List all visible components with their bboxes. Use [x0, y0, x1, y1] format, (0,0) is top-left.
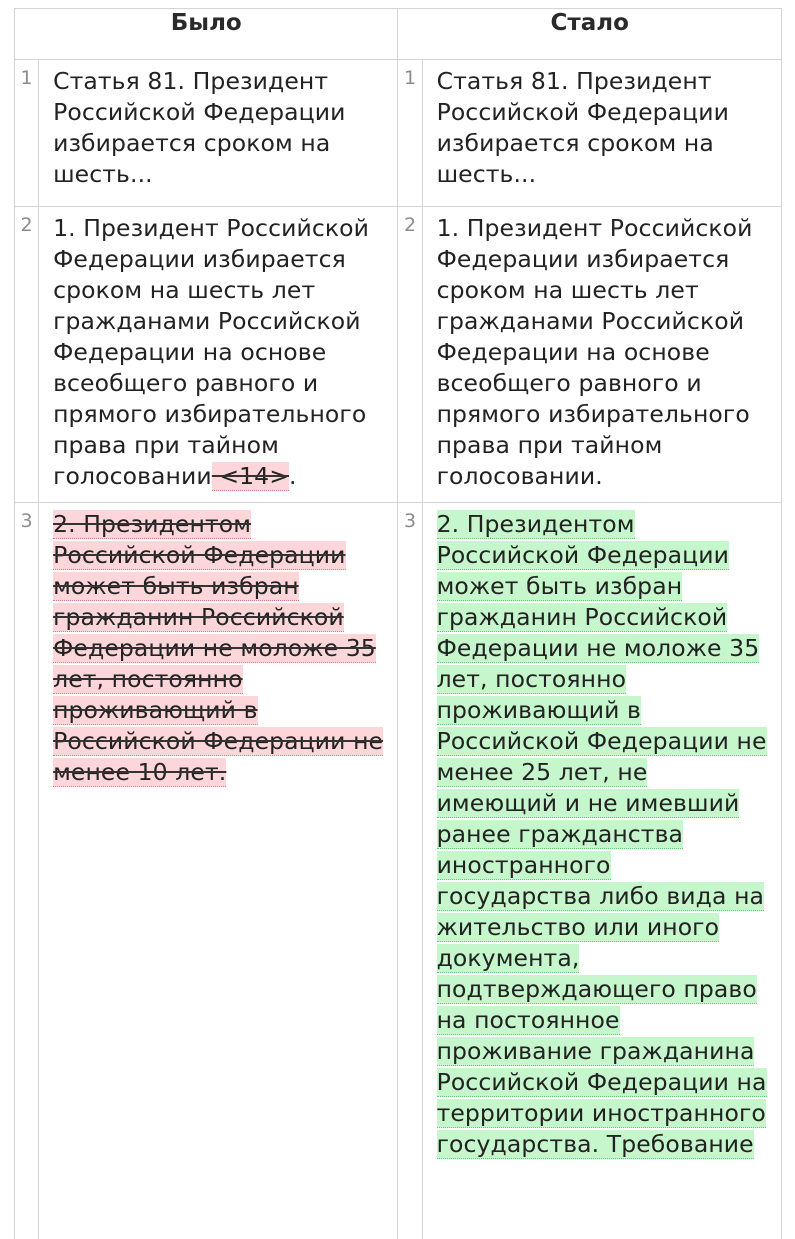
inserted-text: 2. Президентом Российской Федерации может быть избран гражданин Российской Федерации не моложе 35 лет, постоянно проживающий в Российской Федерации не менее 25 лет, не имеющий и не имевший ранее гражданства иностранного государства либо вида на жительство или иного документа, подтверждающего право на постоянное проживание гражданина Российской Федерации на территории иностранного государства. Требование — [437, 510, 767, 1159]
diff-table — [14, 8, 782, 1239]
deleted-text: 2. Президентом Российской Федерации может быть избран гражданин Российской Федерации не моложе 35 лет, постоянно проживающий в Российской Федерации не менее 10 лет. — [53, 510, 383, 787]
diff-row — [15, 503, 782, 1239]
new-text-cell — [422, 503, 781, 1239]
new-line-number: 1 — [398, 60, 422, 207]
deleted-footnote-ref: <14> — [212, 462, 289, 491]
new-line-number: 2 — [398, 207, 422, 503]
old-text-cell: Статья 81. Президент Российской Федерации избирается сроком на шесть... — [39, 60, 398, 207]
diff-row — [15, 207, 782, 503]
diff-row — [15, 60, 782, 207]
new-line-number: 3 — [398, 503, 422, 1239]
old-text-cell — [39, 503, 398, 1239]
old-line-number: 2 — [15, 207, 39, 503]
old-line-number: 3 — [15, 503, 39, 1239]
new-column-header: Стало — [398, 9, 782, 60]
old-column-header: Было — [15, 9, 398, 60]
new-text-cell: Статья 81. Президент Российской Федерации избирается сроком на шесть... — [422, 60, 781, 207]
old-text: 1. Президент Российской Федерации избирается сроком на шесть лет гражданами Российской Федерации на основе всеобщего равного и прямого избирательного права при тайном голосовании — [53, 214, 369, 490]
old-line-number: 1 — [15, 60, 39, 207]
header-row — [15, 9, 782, 60]
old-text-cell — [39, 207, 398, 503]
old-text-tail: . — [289, 462, 297, 490]
new-text-cell: 1. Президент Российской Федерации избирается сроком на шесть лет гражданами Российской Федерации на основе всеобщего равного и прямого избирательного права при тайном голосовании. — [422, 207, 781, 503]
